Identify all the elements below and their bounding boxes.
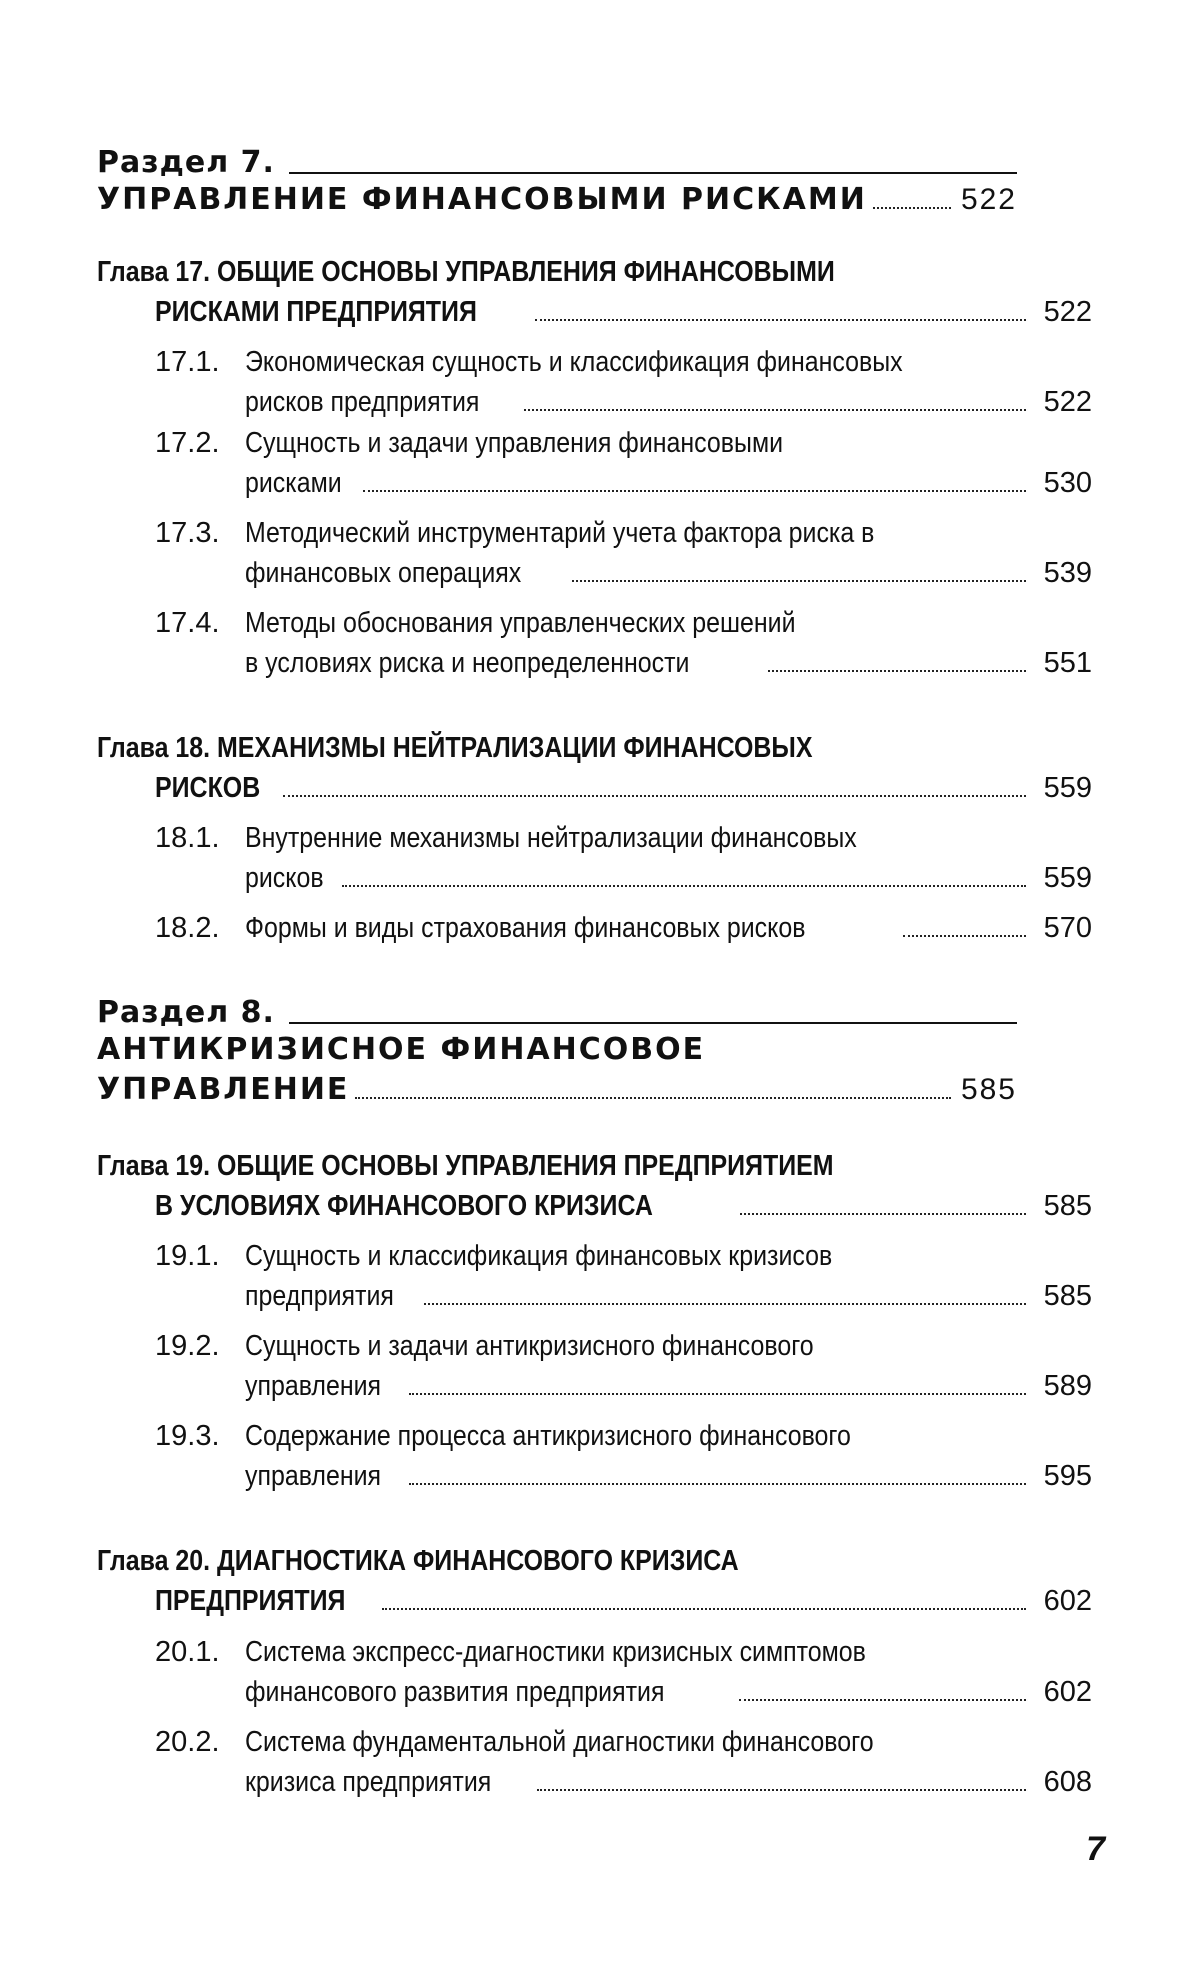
subsection-entry: [155, 1326, 1092, 1406]
leader-dots: [424, 1303, 1026, 1305]
section-title-cont: УПРАВЛЕНИЕ: [97, 1072, 350, 1107]
subsection-entry: [155, 603, 1092, 683]
section-heading: [97, 145, 1017, 220]
section-label: Раздел 8.: [97, 995, 275, 1030]
chapter-title: Глава 17. ОБЩИЕ ОСНОВЫ УПРАВЛЕНИЯ ФИНАНСОВЫМИ: [97, 256, 835, 288]
page-ref: 570: [1043, 912, 1092, 944]
section-title: АНТИКРИЗИСНОЕ ФИНАНСОВОЕ: [97, 1032, 706, 1067]
page-ref: 522: [1043, 386, 1092, 418]
subsection-title-cont: финансовых операциях: [245, 557, 522, 589]
subsection-number: 18.1.: [155, 822, 220, 854]
page-ref: 530: [1043, 467, 1092, 499]
subsection-title-cont: рисков: [245, 862, 324, 894]
chapter-title-cont: РИСКАМИ ПРЕДПРИЯТИЯ: [155, 296, 477, 328]
subsection-title-cont: кризиса предприятия: [245, 1766, 492, 1798]
chapter-title-line: [97, 1581, 1092, 1621]
subsection-number: 20.2.: [155, 1726, 220, 1758]
section-rule: [289, 172, 1017, 174]
chapter-title-line: [97, 292, 1092, 332]
page-ref: 559: [1043, 772, 1092, 804]
chapter-title-line: [97, 252, 1092, 292]
page-ref: 522: [960, 183, 1017, 216]
subsection-title: Сущность и задачи антикризисного финансового: [245, 1330, 814, 1362]
page-ref: 551: [1043, 647, 1092, 679]
page-ref: 589: [1043, 1370, 1092, 1402]
subsection-number: 20.1.: [155, 1636, 220, 1668]
page-ref: 602: [1043, 1676, 1092, 1708]
subsection-entry: [155, 818, 1092, 898]
chapter-title-line: [97, 1541, 1092, 1581]
subsection-title: Сущность и классификация финансовых кризисов: [245, 1240, 833, 1272]
leader-dots: [524, 409, 1026, 411]
leader-dots: [740, 1213, 1026, 1215]
chapter-title-line: [97, 768, 1092, 808]
leader-dots: [283, 795, 1026, 797]
subsection-entry: [155, 342, 1092, 422]
subsection-title-cont: рисков предприятия: [245, 386, 480, 418]
subsection-entry: [155, 908, 1092, 948]
subsection-entry: [155, 423, 1092, 503]
section-label: Раздел 7.: [97, 145, 275, 180]
leader-dots: [572, 580, 1026, 582]
chapter-entry: [97, 1146, 1092, 1226]
leader-dots: [873, 207, 951, 209]
page-ref: 585: [1043, 1190, 1092, 1222]
chapter-title-cont: ПРЕДПРИЯТИЯ: [155, 1585, 346, 1617]
chapter-title-line: [97, 1186, 1092, 1226]
subsection-title-cont: в условиях риска и неопределенности: [245, 647, 690, 679]
leader-dots: [355, 1097, 951, 1099]
subsection-number: 19.3.: [155, 1420, 220, 1452]
subsection-title: Методический инструментарий учета фактора риска в: [245, 517, 875, 549]
section-label-row: [97, 995, 1017, 1030]
subsection-title: Система фундаментальной диагностики финансового: [245, 1726, 874, 1758]
leader-dots: [363, 490, 1026, 492]
section-title-row: [97, 1070, 1017, 1110]
leader-dots: [739, 1699, 1026, 1701]
subsection-entry: [155, 513, 1092, 593]
subsection-title-cont: управления: [245, 1460, 382, 1492]
section-rule: [289, 1022, 1017, 1024]
subsection-number: 19.1.: [155, 1240, 220, 1272]
chapter-entry: [97, 1541, 1092, 1621]
page-ref: 608: [1043, 1766, 1092, 1798]
chapter-title: Глава 18. МЕХАНИЗМЫ НЕЙТРАЛИЗАЦИИ ФИНАНСОВЫХ: [97, 732, 813, 764]
subsection-title: Сущность и задачи управления финансовыми: [245, 427, 784, 459]
page-ref: 585: [1043, 1280, 1092, 1312]
subsection-title: Система экспресс-диагностики кризисных симптомов: [245, 1636, 866, 1668]
subsection-title: Методы обоснования управленческих решений: [245, 607, 796, 639]
page-ref: 522: [1043, 296, 1092, 328]
chapter-title: Глава 19. ОБЩИЕ ОСНОВЫ УПРАВЛЕНИЯ ПРЕДПРИЯТИЕМ: [97, 1150, 834, 1182]
section-title-row: [97, 180, 1017, 220]
leader-dots: [342, 885, 1026, 887]
chapter-entry: [97, 728, 1092, 808]
section-title: УПРАВЛЕНИЕ ФИНАНСОВЫМИ РИСКАМИ: [97, 182, 867, 217]
subsection-number: 19.2.: [155, 1330, 220, 1362]
chapter-title-line: [97, 728, 1092, 768]
leader-dots: [537, 1789, 1026, 1791]
page-ref: 585: [960, 1073, 1017, 1106]
chapter-title-cont: В УСЛОВИЯХ ФИНАНСОВОГО КРИЗИСА: [155, 1190, 653, 1222]
leader-dots: [382, 1608, 1026, 1610]
subsection-number: 17.2.: [155, 427, 220, 459]
page-ref: 559: [1043, 862, 1092, 894]
subsection-number: 18.2.: [155, 912, 220, 944]
leader-dots: [409, 1393, 1026, 1395]
subsection-entry: [155, 1722, 1092, 1802]
subsection-title: Экономическая сущность и классификация финансовых: [245, 346, 903, 378]
subsection-entry: [155, 1416, 1092, 1496]
leader-dots: [903, 935, 1026, 937]
page-number: 7: [1086, 1830, 1105, 1868]
chapter-title-line: [97, 1146, 1092, 1186]
subsection-title-cont: финансового развития предприятия: [245, 1676, 665, 1708]
subsection-title: Содержание процесса антикризисного финансового: [245, 1420, 851, 1452]
chapter-title-cont: РИСКОВ: [155, 772, 261, 804]
section-heading: [97, 995, 1017, 1110]
section-title-line: [97, 1030, 1017, 1070]
subsection-title: Внутренние механизмы нейтрализации финансовых: [245, 822, 857, 854]
leader-dots: [409, 1483, 1026, 1485]
subsection-entry: [155, 1632, 1092, 1712]
subsection-number: 17.4.: [155, 607, 220, 639]
chapter-title: Глава 20. ДИАГНОСТИКА ФИНАНСОВОГО КРИЗИСА: [97, 1545, 739, 1577]
chapter-entry: [97, 252, 1092, 332]
subsection-number: 17.3.: [155, 517, 220, 549]
subsection-entry: [155, 1236, 1092, 1316]
page-ref: 602: [1043, 1585, 1092, 1617]
subsection-title-cont: управления: [245, 1370, 382, 1402]
section-label-row: [97, 145, 1017, 180]
page-ref: 595: [1043, 1460, 1092, 1492]
subsection-title-cont: рисками: [245, 467, 342, 499]
leader-dots: [768, 670, 1026, 672]
page-ref: 539: [1043, 557, 1092, 589]
subsection-number: 17.1.: [155, 346, 220, 378]
subsection-title-cont: предприятия: [245, 1280, 394, 1312]
subsection-title: Формы и виды страхования финансовых рисков: [245, 912, 806, 944]
leader-dots: [535, 319, 1026, 321]
